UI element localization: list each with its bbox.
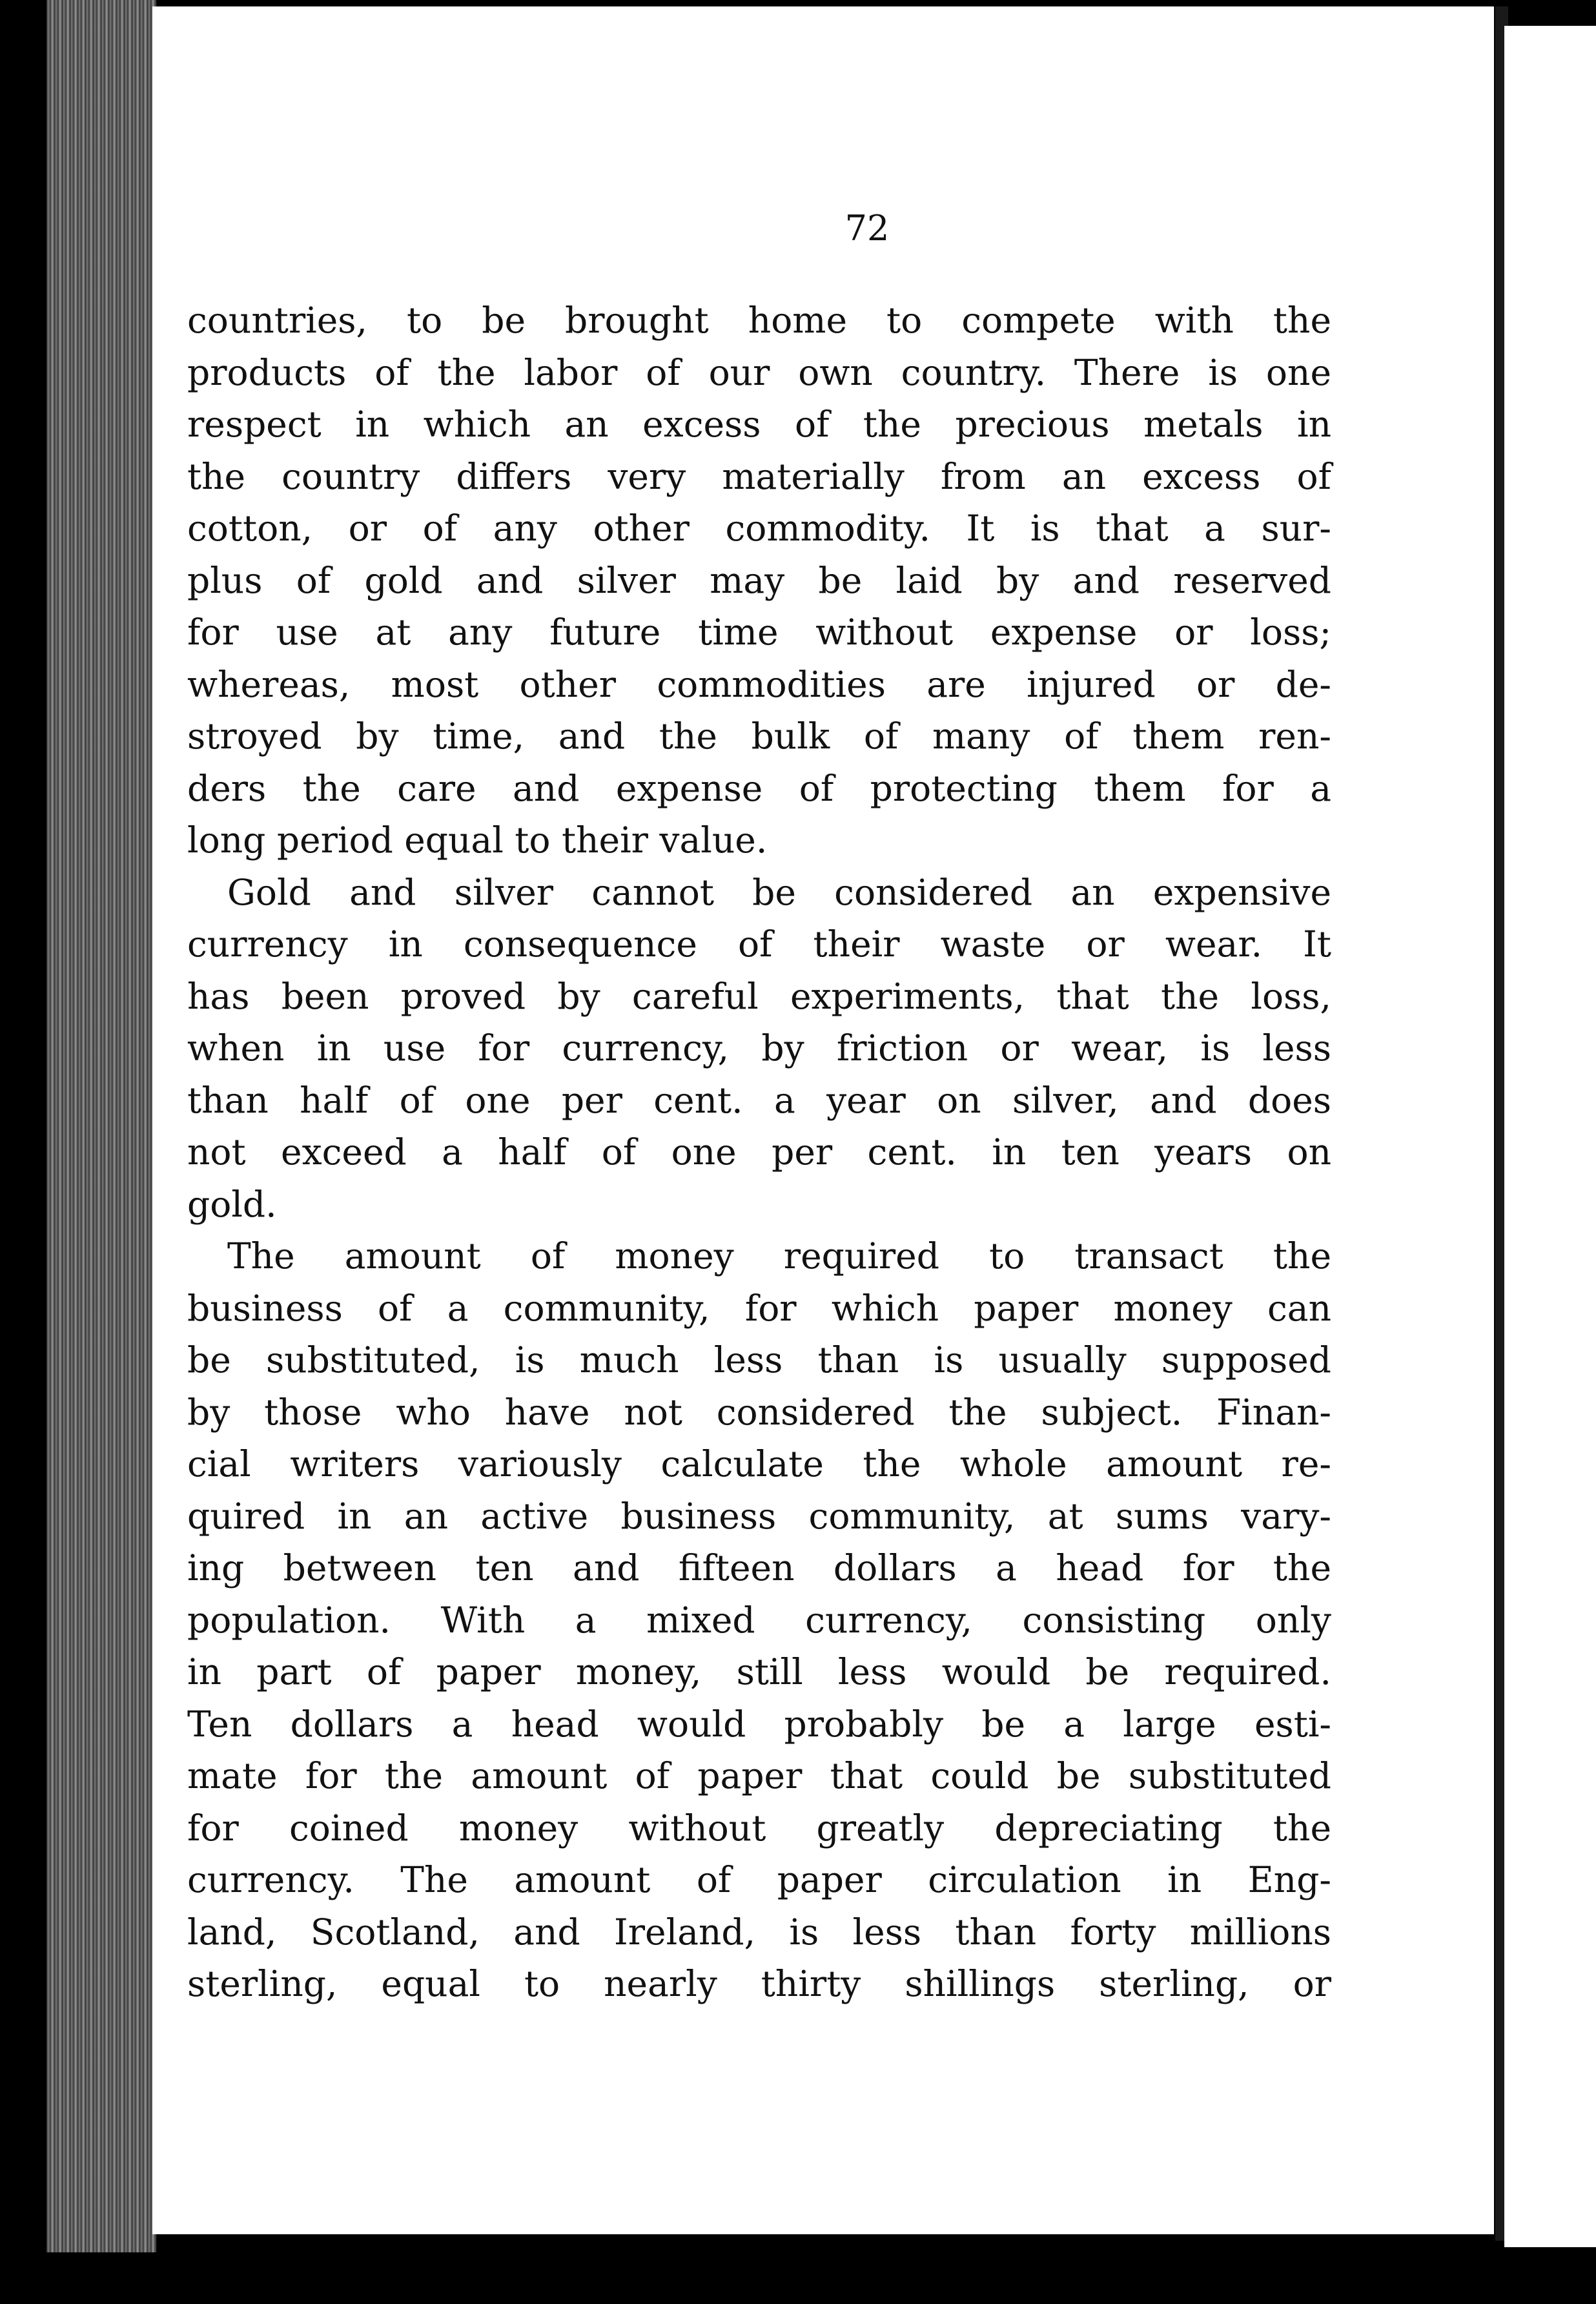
text-line: respect in which an excess of the precious metals in bbox=[187, 404, 1331, 445]
text-line: currency in consequence of their waste or wear. It bbox=[187, 923, 1331, 965]
text-line: sterling, equal to nearly thirty shillings sterling, or bbox=[187, 1963, 1331, 2004]
paragraph-2 bbox=[187, 867, 1331, 1231]
text-line: countries, to be brought home to compete with the bbox=[187, 300, 1331, 341]
text-line: stroyed by time, and the bulk of many of them ren- bbox=[187, 715, 1331, 757]
text-line: the country differs very materially from an excess of bbox=[187, 455, 1331, 497]
text-line: Gold and silver cannot be considered an expensive bbox=[227, 871, 1331, 913]
text-line: in part of paper money, still less would be required. bbox=[187, 1651, 1331, 1692]
page-number: 72 bbox=[844, 208, 890, 249]
text-line: gold. bbox=[187, 1183, 277, 1225]
book-page-edges bbox=[46, 0, 156, 2252]
text-line: by those who have not considered the subject. Finan- bbox=[187, 1391, 1331, 1433]
text-line: than half of one per cent. a year on silver, and does bbox=[187, 1079, 1331, 1121]
text-line: not exceed a half of one per cent. in ten years on bbox=[187, 1131, 1331, 1173]
text-line: currency. The amount of paper circulation in Eng- bbox=[187, 1859, 1331, 1900]
text-line: ders the care and expense of protecting them for a bbox=[187, 767, 1331, 809]
text-line: The amount of money required to transact the bbox=[227, 1235, 1331, 1277]
text-line: cotton, or of any other commodity. It is that a sur- bbox=[187, 508, 1331, 549]
text-line: products of the labor of our own country. There is one bbox=[187, 351, 1331, 393]
text-line: for use at any future time without expense or loss; bbox=[187, 612, 1331, 653]
text-line: has been proved by careful experiments, that the loss, bbox=[187, 975, 1331, 1017]
text-line: when in use for currency, by friction or wear, is less bbox=[187, 1027, 1331, 1069]
text-line: long period equal to their value. bbox=[187, 819, 768, 861]
text-line: Ten dollars a head would probably be a large esti- bbox=[187, 1703, 1331, 1745]
text-line: be substituted, is much less than is usually supposed bbox=[187, 1339, 1331, 1381]
paragraph-1 bbox=[187, 294, 1331, 867]
text-line: quired in an active business community, at sums vary- bbox=[187, 1495, 1331, 1537]
text-line: plus of gold and silver may be laid by and reserved bbox=[187, 559, 1331, 601]
text-line: business of a community, for which paper money can bbox=[187, 1287, 1331, 1329]
facing-page-edge bbox=[1504, 26, 1596, 2247]
text-line: cial writers variously calculate the whole amount re- bbox=[187, 1443, 1331, 1485]
paragraph-3 bbox=[187, 1230, 1331, 2010]
text-line: for coined money without greatly depreciating the bbox=[187, 1807, 1331, 1849]
text-line: whereas, most other commodities are injured or de- bbox=[187, 663, 1331, 705]
body-text bbox=[187, 294, 1331, 2010]
text-line: mate for the amount of paper that could be substituted bbox=[187, 1755, 1331, 1796]
text-line: ing between ten and fifteen dollars a head for the bbox=[187, 1547, 1331, 1589]
text-line: population. With a mixed currency, consisting only bbox=[187, 1599, 1331, 1641]
text-line: land, Scotland, and Ireland, is less than forty millions bbox=[187, 1911, 1331, 1953]
